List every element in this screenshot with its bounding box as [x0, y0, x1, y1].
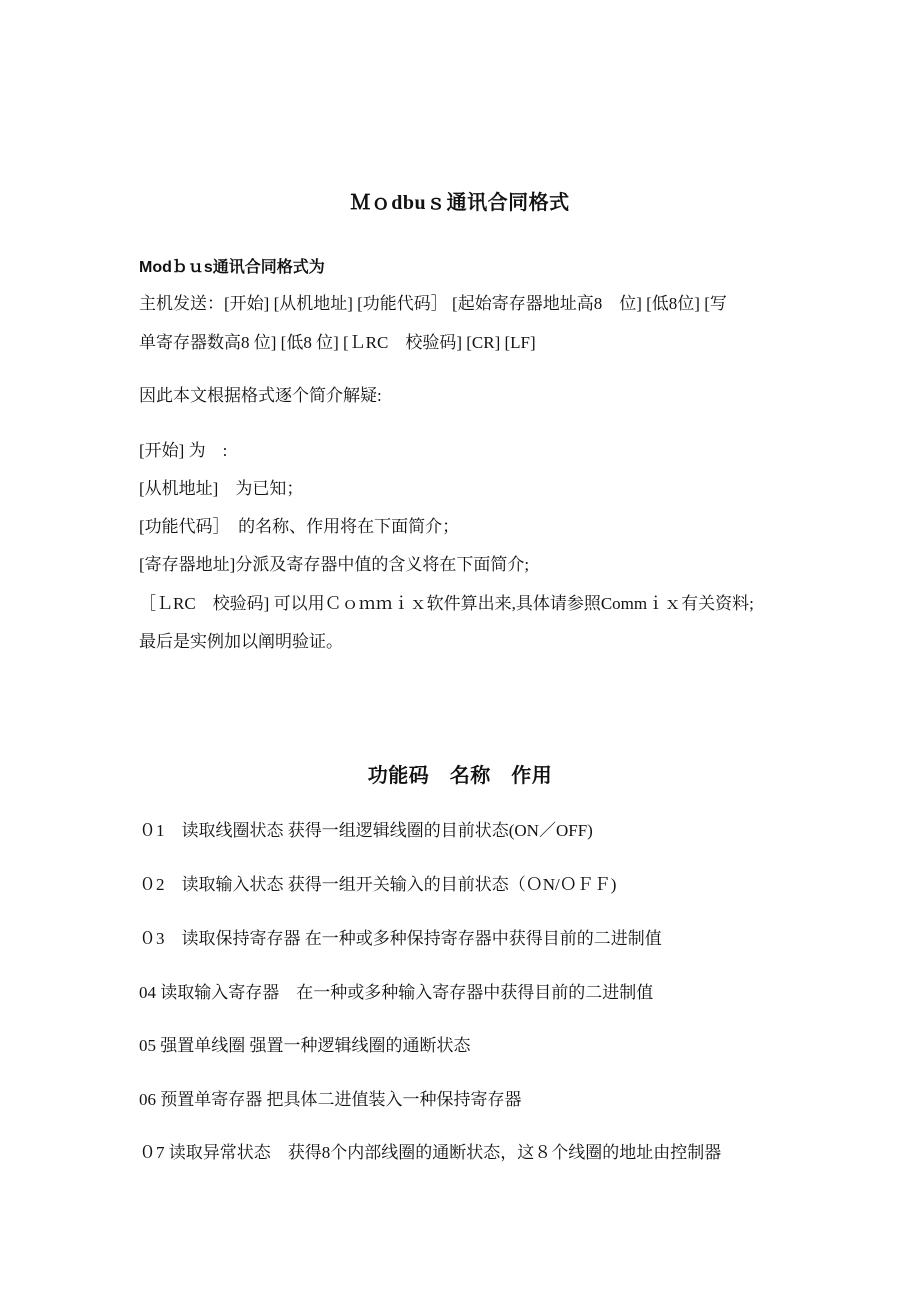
item-start: [开始] 为 : [139, 441, 228, 460]
item-function-code: [功能代码］ 的名称、作用将在下面简介； [139, 517, 460, 536]
item-register-address: [寄存器地址]分派及寄存器中值的含义将在下面简介; [139, 555, 530, 574]
function-05: 05 强置单线圈 强置一种逻辑线圈的通断状态 [139, 1036, 471, 1055]
explain-line: 因此本文根据格式逐个简介解疑: [139, 386, 382, 405]
item-slave-address: [从机地址] 为已知； [139, 479, 304, 498]
document-title: Ｍｏdbuｓ通讯合同格式 [350, 192, 570, 214]
format-line-2: 单寄存器数高8 位] [低8 位] [ＬRC 校验码] [CR] [LF] [139, 333, 536, 352]
function-07: ０7 读取异常状态 获得8个内部线圈的通断状态，这８个线圈的地址由控制器 [139, 1143, 722, 1162]
function-01: ０1 读取线圈状态 获得一组逻辑线圈的目前状态(ON／OFF) [139, 821, 593, 840]
function-03: ０3 读取保持寄存器 在一种或多种保持寄存器中获得目前的二进制值 [139, 929, 662, 948]
function-06: 06 预置单寄存器 把具体二进值装入一种保持寄存器 [139, 1090, 522, 1109]
item-example: 最后是实例加以阐明验证。 [139, 632, 343, 651]
intro-heading: Modｂｕs通讯合同格式为 [139, 259, 325, 276]
item-lrc: ［ＬRC 校验码] 可以用Ｃｏｍｍｉｘ软件算出来,具体请参照Commｉｘ有关资料; [139, 594, 754, 613]
function-04: 04 读取输入寄存器 在一种或多种输入寄存器中获得目前的二进制值 [139, 983, 654, 1002]
function-02: ０2 读取输入状态 获得一组开关输入的目前状态（ＯN/ＯＦＦ) [139, 875, 617, 894]
section-title: 功能码 名称 作用 [367, 765, 553, 787]
format-line-1: 主机发送：[开始] [从机地址] [功能代码］ [起始寄存器地址高8 位] [低8位] [写 [139, 294, 727, 313]
